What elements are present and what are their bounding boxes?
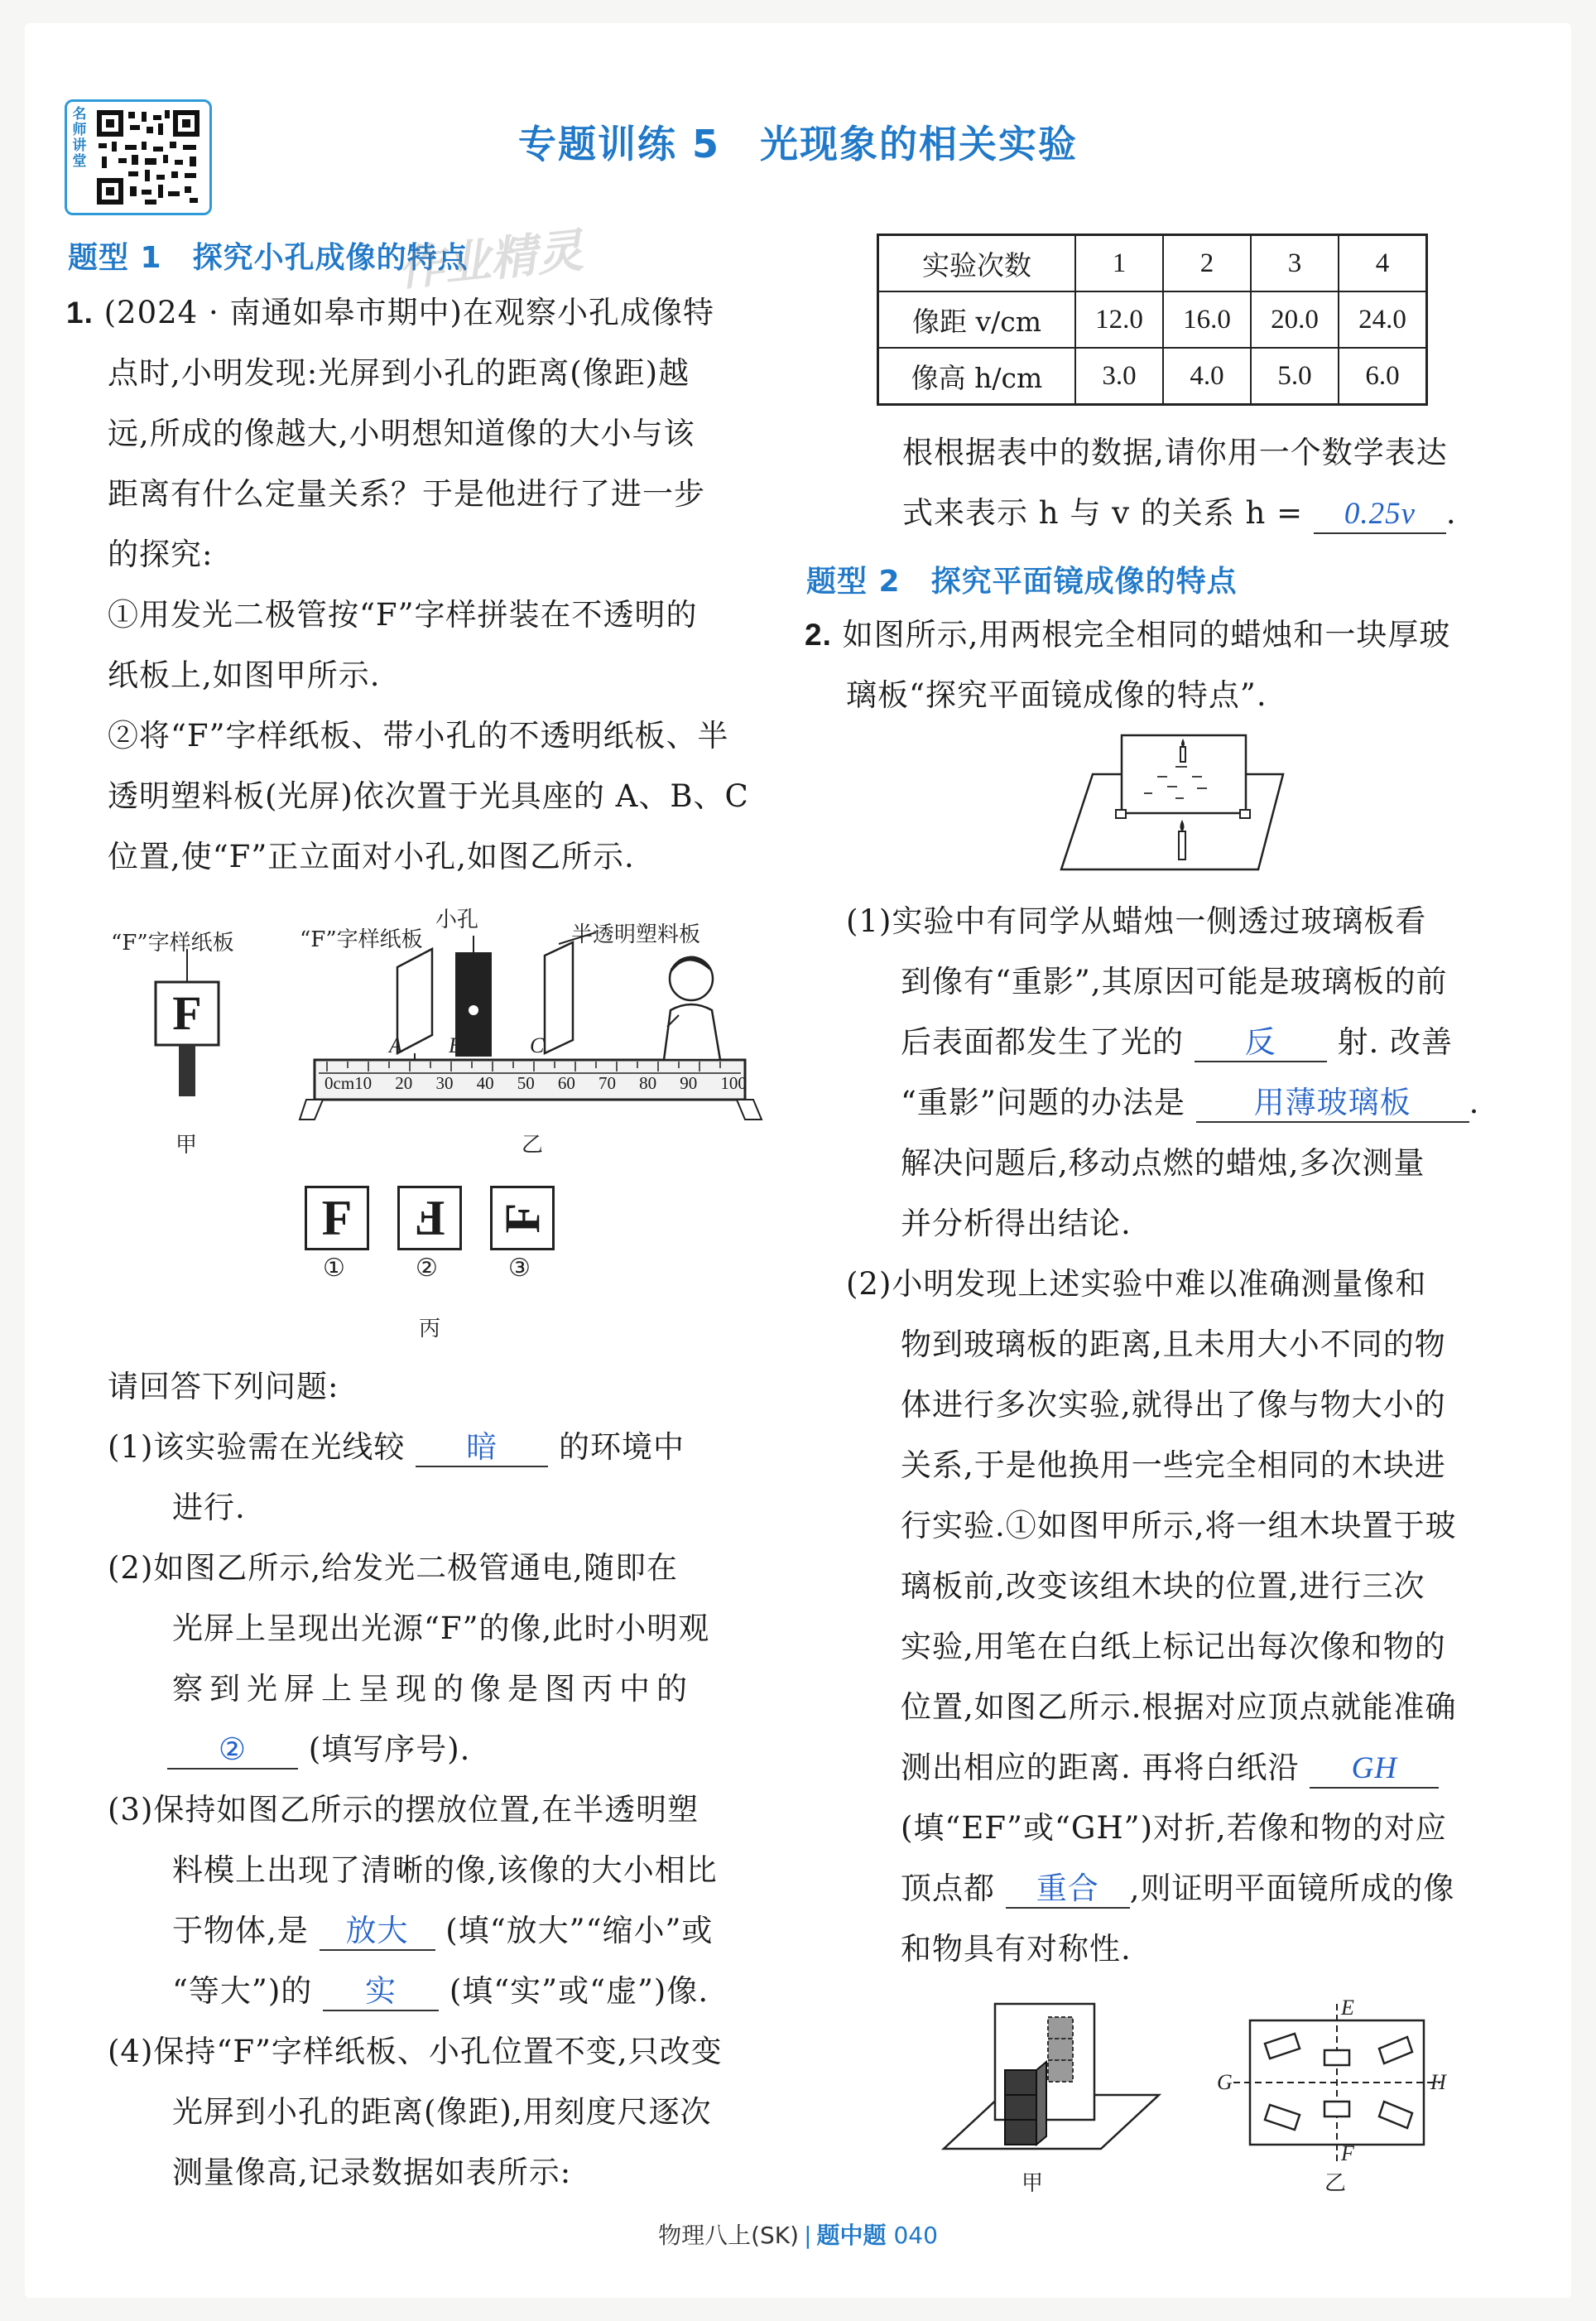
- label-f-board-1: “F”字样纸板: [111, 931, 234, 956]
- option-2-label: ②: [416, 1254, 438, 1283]
- q1-intro-line: 距离有什么定量关系？于是他进行了进一步: [108, 476, 705, 512]
- q2-caption-yi: 乙: [1324, 2171, 1347, 2196]
- table-header-cell: 实验次数: [878, 235, 1076, 292]
- q2-p2-text: 实验,用笔在白纸上标记出每次像和物的: [901, 1629, 1446, 1664]
- q1-data-table: [877, 234, 1428, 406]
- table-cell: 4: [1339, 235, 1427, 292]
- q1-p3-text: 料模上出现了清晰的像,该像的大小相比: [172, 1852, 718, 1888]
- option-3-label: ③: [508, 1254, 531, 1283]
- q2-p2-answer-1: GH: [1310, 1750, 1439, 1789]
- table-cell: 2: [1163, 235, 1251, 292]
- q1-p3-text: 保持如图乙所示的摆放位置,在半透明塑: [153, 1792, 699, 1827]
- ruler-tick: 70: [598, 1073, 616, 1093]
- table-cell: 20.0: [1251, 291, 1339, 348]
- caption-bing: 丙: [419, 1317, 441, 1341]
- table-cell: 16.0: [1163, 291, 1251, 348]
- table-cell: 3.0: [1075, 348, 1163, 405]
- q1-intro: [66, 282, 778, 887]
- q1-intro-line: 远,所成的像越大,小明想知道像的大小与该: [108, 416, 695, 451]
- option-3-image: F: [490, 1186, 555, 1250]
- point-b: B: [449, 1033, 462, 1057]
- q2-figure-candles: [1051, 729, 1300, 878]
- footer-book: 物理八上(SK): [658, 2222, 800, 2249]
- q2-p2-text: 位置,如图乙所示.根据对应顶点就能准确: [901, 1689, 1457, 1725]
- f-board-a: [397, 949, 432, 1053]
- q1-intro-line: 点时,小明发现:光屏到小孔的距离(像距)越: [108, 355, 690, 391]
- point-a: A: [389, 1033, 402, 1057]
- q1-step2-line: 透明塑料板(光屏)依次置于光具座的 A、B、C: [108, 778, 749, 814]
- q1-p3-text: 于物体,是: [172, 1913, 309, 1948]
- option-2-image: F: [397, 1186, 462, 1250]
- q1-number: 1.: [66, 296, 94, 330]
- page-footer: [0, 2217, 1596, 2251]
- watermark: 作业精灵: [395, 224, 586, 297]
- q2-caption-jia: 甲: [1022, 2171, 1044, 2196]
- letter-f-jia: F: [172, 986, 202, 1040]
- q2-p2-text: 物到玻璃板的距离,且未用大小不同的物: [901, 1327, 1446, 1362]
- q1-p4-text: 测量像高,记录数据如表所示:: [172, 2155, 572, 2190]
- table-header-cell: 像高 h/cm: [878, 348, 1076, 405]
- q2-p2-answer-2: 重合: [1006, 1871, 1130, 1909]
- ruler-tick: 60: [557, 1073, 575, 1093]
- q2-p1-text: .: [1469, 1085, 1480, 1120]
- table-cell: 4.0: [1163, 348, 1251, 405]
- table-cell: 24.0: [1339, 291, 1427, 348]
- q1-p4-text: 保持“F”字样纸板、小孔位置不变,只改变: [153, 2034, 723, 2069]
- q2-p2-text: 行实验.①如图甲所示,将一组木块置于玻: [901, 1508, 1457, 1543]
- section-2-heading: 题型 2 探究平面镜成像的特点: [806, 565, 1238, 599]
- q1-p2-text: (填写序号).: [308, 1731, 471, 1767]
- q1-p1-label: (1): [108, 1429, 154, 1465]
- qr-side-label: 名师讲堂: [72, 106, 87, 170]
- q2-p1-text: 射. 改善: [1337, 1024, 1454, 1060]
- q1-p2-text: 光屏上呈现出光源“F”的像,此时小明观: [172, 1611, 710, 1646]
- q2-p1-answer-1: 反: [1195, 1024, 1327, 1062]
- q2-p2-text: 和物具有对称性.: [901, 1931, 1132, 1967]
- q2-p2-text: 顶点都: [901, 1871, 995, 1906]
- q2-p1-text: 后表面都发生了光的: [901, 1024, 1184, 1060]
- q1-p4-text: .: [1445, 495, 1457, 531]
- table-row: [878, 235, 1427, 292]
- label-f-board-2: “F”字样纸板: [300, 927, 423, 952]
- q1-p3-text: “等大”)的: [172, 1973, 313, 2009]
- ruler-tick: 40: [476, 1073, 494, 1093]
- ruler-tick: 20: [395, 1073, 413, 1093]
- q2-intro-line: 璃板“探究平面镜成像的特点”.: [846, 677, 1267, 713]
- q1-subquestions: [66, 1356, 778, 2203]
- label-screen: 半透明塑料板: [571, 922, 701, 947]
- pinhole-icon: [469, 1005, 478, 1015]
- q1-p4-label: (4): [108, 2034, 154, 2069]
- footer-separator: |: [804, 2222, 812, 2249]
- ruler-tick: 50: [517, 1073, 535, 1093]
- q2-p1-text: “重影”问题的办法是: [901, 1085, 1185, 1120]
- q2-figure-blocks: [935, 1996, 1449, 2194]
- q2-number: 2.: [805, 618, 832, 652]
- label-hole: 小孔: [435, 908, 479, 932]
- q2-p2-text: 测出相应的距离. 再将白纸沿: [901, 1750, 1300, 1785]
- q2-p2-text: ,则证明平面镜所成的像: [1129, 1871, 1455, 1906]
- q2-p1-label: (1): [846, 903, 892, 939]
- q2-p1-text: 并分析得出结论.: [901, 1206, 1132, 1241]
- label-f: F: [1341, 2141, 1354, 2165]
- candle-image-icon: [1180, 747, 1185, 762]
- q1-p3-answer-2: 实: [323, 1973, 439, 2011]
- f-board-post: [179, 1045, 195, 1096]
- q1-p3-label: (3): [108, 1792, 154, 1827]
- section-1-heading: 题型 1 探究小孔成像的特点: [68, 241, 469, 275]
- q2-p2-label: (2): [846, 1266, 892, 1302]
- q1-p1-text: 该实验需在光线较: [153, 1429, 406, 1465]
- label-e: E: [1341, 1996, 1354, 2020]
- q1-intro-line: 的探究:: [108, 537, 214, 572]
- ruler-ticks: [324, 1073, 747, 1094]
- q1-p2-text: 如图乙所示,给发光二极管通电,随即在: [153, 1550, 678, 1586]
- ruler-tick: 30: [435, 1073, 454, 1093]
- q1-p2-label: (2): [108, 1550, 154, 1586]
- q1-p2-text: 察到光屏上呈现的像是图丙中的: [172, 1671, 694, 1707]
- q1-p4-answer: 0.25v: [1314, 496, 1446, 534]
- q1-p3-text: (填“放大”“缩小”或: [445, 1913, 714, 1948]
- ruler-tick: 100: [720, 1073, 747, 1093]
- caption-yi: 乙: [522, 1133, 544, 1158]
- table-row: [878, 291, 1427, 348]
- block-object-icon: [1005, 2062, 1046, 2145]
- q1-p2-answer: ②: [167, 1731, 298, 1770]
- q1-p1-text: 进行.: [172, 1490, 246, 1525]
- q1-p1-text: 的环境中: [558, 1429, 685, 1465]
- q2-p1: [846, 891, 1550, 1979]
- q1-step1-line: 纸板上,如图甲所示.: [108, 657, 381, 693]
- table-cell: 5.0: [1251, 348, 1339, 405]
- table-cell: 3: [1251, 235, 1339, 292]
- ruler-tick: 0cm10: [324, 1073, 373, 1093]
- q2-p1-answer-2: 用薄玻璃板: [1196, 1085, 1469, 1123]
- option-1-label: ①: [323, 1254, 345, 1283]
- q2-intro: [805, 604, 1550, 725]
- q2-p2-text: 关系,于是他换用一些完全相同的木块进: [901, 1447, 1446, 1483]
- q1-p1-answer: 暗: [416, 1429, 548, 1467]
- label-h: H: [1430, 2070, 1446, 2094]
- q2-p1-text: 到像有“重影”,其原因可能是玻璃板的前: [901, 964, 1448, 999]
- q2-p2-text: 小明发现上述实验中难以准确测量像和: [892, 1266, 1427, 1302]
- table-row: [878, 348, 1427, 405]
- table-cell: 1: [1075, 235, 1163, 292]
- q1-step1-line: ①用发光二极管按“F”字样拼装在不透明的: [108, 597, 698, 633]
- screen-board-c: [545, 942, 573, 1053]
- q1-prompt: 请回答下列问题:: [108, 1369, 339, 1404]
- page-number: 040: [893, 2222, 938, 2249]
- q1-p4-continued: [902, 422, 1548, 543]
- q1-step2-line: 位置,使“F”正立面对小孔,如图乙所示.: [108, 839, 635, 874]
- footer-brand: 题中题: [816, 2222, 887, 2249]
- candle-icon: [1179, 831, 1185, 860]
- q1-p4-text: 式来表示 h 与 v 的关系 h =: [902, 495, 1304, 531]
- q1-intro-line: (2024 · 南通如皋市期中)在观察小孔成像特: [103, 295, 714, 330]
- ruler-tick: 90: [680, 1073, 698, 1093]
- q1-figure-apparatus: [108, 903, 770, 1168]
- q1-p3-answer-1: 放大: [320, 1913, 435, 1951]
- q2-intro-line: 如图所示,用两根完全相同的蜡烛和一块厚玻: [842, 617, 1451, 652]
- table-header-cell: 像距 v/cm: [878, 291, 1076, 348]
- q2-p2-text: 璃板前,改变该组木块的位置,进行三次: [901, 1568, 1425, 1604]
- q1-figure-options: [305, 1186, 570, 1343]
- q1-p4-text: 根根据表中的数据,请你用一个数学表达: [902, 435, 1448, 470]
- q1-p3-text: (填“实”或“虚”)像.: [449, 1973, 709, 2009]
- page-title: 专题训练 5 光现象的相关实验: [517, 122, 1079, 166]
- block-image-icon: [1048, 2017, 1073, 2082]
- q1-p4-text: 光屏到小孔的距离(像距),用刻度尺逐次: [172, 2094, 712, 2130]
- point-c: C: [530, 1033, 545, 1057]
- q2-p1-text: 实验中有同学从蜡烛一侧透过玻璃板看: [892, 903, 1427, 939]
- q2-p1-text: 解决问题后,移动点燃的蜡烛,多次测量: [901, 1145, 1425, 1181]
- label-g: G: [1217, 2070, 1233, 2094]
- table-cell: 12.0: [1075, 291, 1163, 348]
- ruler-tick: 80: [639, 1073, 657, 1093]
- q2-p2-text: (填“EF”或“GH”)对折,若像和物的对应: [901, 1810, 1447, 1846]
- student-icon: [664, 956, 720, 1060]
- q2-p2-text: 体进行多次实验,就得出了像与物大小的: [901, 1387, 1446, 1423]
- caption-jia: 甲: [175, 1133, 198, 1158]
- option-1-image: F: [305, 1186, 369, 1250]
- q1-step2-line: ②将“F”字样纸板、带小孔的不透明纸板、半: [108, 718, 729, 754]
- table-cell: 6.0: [1339, 348, 1427, 405]
